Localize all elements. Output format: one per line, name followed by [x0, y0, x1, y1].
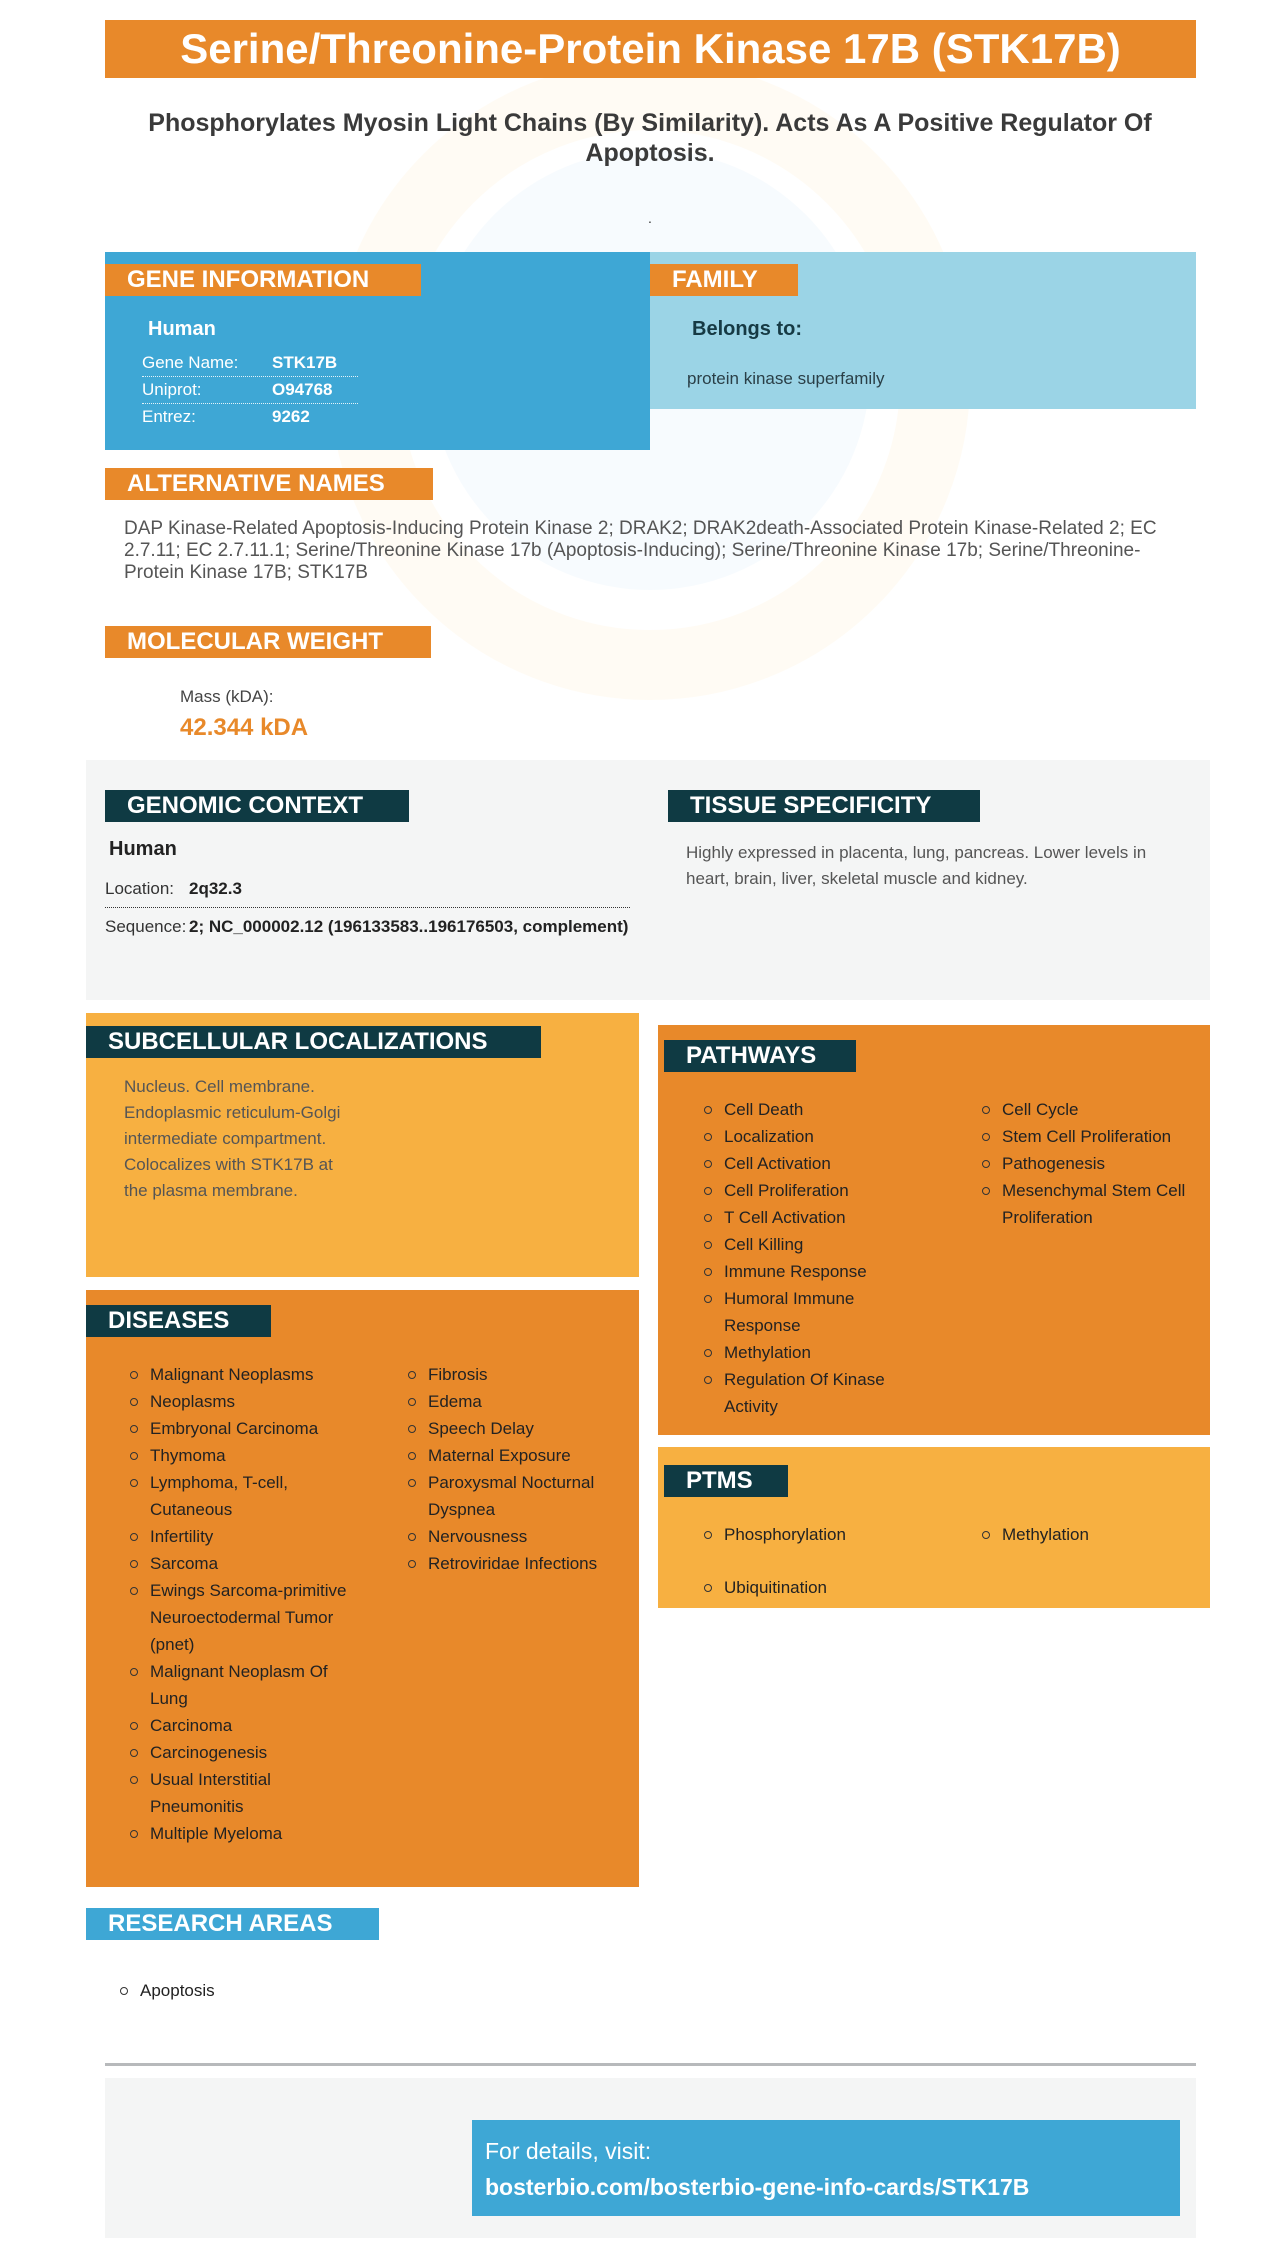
- sequence-label: Sequence:: [105, 917, 187, 936]
- pathway-item: Humoral Immune Response: [704, 1285, 914, 1339]
- disease-item: Malignant Neoplasm Of Lung: [130, 1658, 350, 1712]
- pathway-item: Cell Death: [704, 1096, 914, 1123]
- alternative-names-heading: ALTERNATIVE NAMES: [105, 468, 433, 500]
- pathways-list-col1: [704, 1096, 914, 1420]
- disease-item: Nervousness: [408, 1523, 628, 1550]
- disease-item: Neoplasms: [130, 1388, 350, 1415]
- gene-info-row: [142, 350, 358, 377]
- pathway-item: Regulation Of Kinase Activity: [704, 1366, 914, 1420]
- family-belongs-label: Belongs to:: [692, 318, 802, 340]
- disease-item: Ewings Sarcoma-primitive Neuroectodermal Tumor (pnet): [130, 1577, 350, 1658]
- details-link-box[interactable]: [472, 2120, 1180, 2216]
- pathway-item: Localization: [704, 1123, 914, 1150]
- disease-item: Paroxysmal Nocturnal Dyspnea: [408, 1469, 628, 1523]
- pathway-item: Immune Response: [704, 1258, 914, 1285]
- disease-item: Embryonal Carcinoma: [130, 1415, 350, 1442]
- genomic-context-heading: GENOMIC CONTEXT: [105, 790, 409, 822]
- page-title: Serine/Threonine-Protein Kinase 17B (STK17B): [105, 20, 1196, 78]
- tissue-specificity-text: Highly expressed in placenta, lung, pancreas. Lower levels in heart, brain, liver, skeletal muscle and kidney.: [686, 843, 1147, 888]
- location-label: Location:: [105, 879, 174, 898]
- location-row: [105, 876, 630, 908]
- mass-value: 42.344 kDA: [180, 714, 309, 741]
- disease-item: Thymoma: [130, 1442, 350, 1469]
- ptm-item: Methylation: [982, 1521, 1202, 1548]
- gene-info-label: Entrez:: [142, 407, 196, 426]
- ptms-heading: PTMS: [664, 1465, 788, 1497]
- pathways-heading: PATHWAYS: [664, 1040, 856, 1072]
- sequence-value: 2; NC_000002.12 (196133583..196176503, complement): [189, 917, 629, 936]
- ptm-item: Ubiquitination: [704, 1574, 924, 1601]
- disease-item: Sarcoma: [130, 1550, 350, 1577]
- gene-info-value: O94768: [272, 380, 333, 399]
- ptm-item: Phosphorylation: [704, 1521, 924, 1548]
- ptms-list-col1: [704, 1521, 924, 1601]
- location-value: 2q32.3: [189, 879, 242, 898]
- family-heading: FAMILY: [650, 264, 798, 296]
- pathway-item: Pathogenesis: [982, 1150, 1202, 1177]
- gene-info-label: Gene Name:: [142, 353, 239, 372]
- family-value: protein kinase superfamily: [687, 369, 885, 388]
- pathway-item: Methylation: [704, 1339, 914, 1366]
- pathway-item: Cell Proliferation: [704, 1177, 914, 1204]
- tissue-specificity-heading: TISSUE SPECIFICITY: [668, 790, 980, 822]
- details-intro: For details, visit:: [485, 2138, 652, 2164]
- subcellular-text: Nucleus. Cell membrane. Endoplasmic reticulum-Golgi intermediate compartment. Colocalizes with STK17B at the plasma membrane.: [124, 1077, 341, 1200]
- gene-info-value: 9262: [272, 407, 310, 426]
- gene-info-label: Uniprot:: [142, 380, 202, 399]
- separator-dot: .: [648, 210, 652, 226]
- disease-item: Retroviridae Infections: [408, 1550, 628, 1577]
- disease-item: Carcinogenesis: [130, 1739, 350, 1766]
- disease-item: Multiple Myeloma: [130, 1820, 350, 1847]
- gene-information-heading: GENE INFORMATION: [105, 264, 421, 296]
- research-area-item: Apoptosis: [120, 1977, 420, 2004]
- disease-item: Lymphoma, T-cell, Cutaneous: [130, 1469, 350, 1523]
- gene-info-row: [142, 377, 358, 404]
- disease-item: Usual Interstitial Pneumonitis: [130, 1766, 350, 1820]
- pathway-item: Cell Activation: [704, 1150, 914, 1177]
- disease-item: Carcinoma: [130, 1712, 350, 1739]
- page-subtitle: Phosphorylates Myosin Light Chains (By Similarity). Acts As A Positive Regulator Of Apoptosis.: [148, 109, 1152, 167]
- diseases-heading: DISEASES: [86, 1305, 271, 1337]
- sequence-row: [105, 910, 630, 944]
- details-link[interactable]: bosterbio.com/bosterbio-gene-info-cards/STK17B: [485, 2174, 1030, 2200]
- disease-item: Malignant Neoplasms: [130, 1361, 350, 1388]
- pathway-item: Cell Killing: [704, 1231, 914, 1258]
- gene-organism: Human: [148, 318, 216, 340]
- disease-item: Fibrosis: [408, 1361, 628, 1388]
- pathway-item: Cell Cycle: [982, 1096, 1202, 1123]
- alternative-names-text: DAP Kinase-Related Apoptosis-Inducing Protein Kinase 2; DRAK2; DRAK2death-Associated Protein Kinase-Related 2; EC 2.7.11; EC 2.7.11.1; Serine/Threonine Kinase 17b (Apoptosis-Inducing); Serine/Threonine Kinase 17b; Serine/Threonine-Protein Kinase 17B; STK17B: [124, 518, 1157, 583]
- gene-info-row: [142, 404, 358, 431]
- subcellular-heading: SUBCELLULAR LOCALIZATIONS: [86, 1026, 541, 1058]
- diseases-list-col1: [130, 1361, 350, 1847]
- gene-info-table: [142, 350, 358, 431]
- pathways-list-col2: [982, 1096, 1202, 1231]
- gene-info-value: STK17B: [272, 353, 338, 372]
- disease-item: Speech Delay: [408, 1415, 628, 1442]
- pathway-item: T Cell Activation: [704, 1204, 914, 1231]
- pathway-item: Mesenchymal Stem Cell Proliferation: [982, 1177, 1202, 1231]
- pathway-item: Stem Cell Proliferation: [982, 1123, 1202, 1150]
- disease-item: Infertility: [130, 1523, 350, 1550]
- mass-label: Mass (kDA):: [180, 687, 274, 706]
- disease-item: Edema: [408, 1388, 628, 1415]
- diseases-list-col2: [408, 1361, 628, 1577]
- ptms-list-col2: [982, 1521, 1202, 1548]
- research-areas-heading: RESEARCH AREAS: [86, 1908, 379, 1940]
- disease-item: Maternal Exposure: [408, 1442, 628, 1469]
- molecular-weight-heading: MOLECULAR WEIGHT: [105, 626, 431, 658]
- genomic-organism: Human: [109, 838, 177, 860]
- footer-divider: [105, 2063, 1196, 2066]
- research-areas-list: [120, 1977, 420, 2004]
